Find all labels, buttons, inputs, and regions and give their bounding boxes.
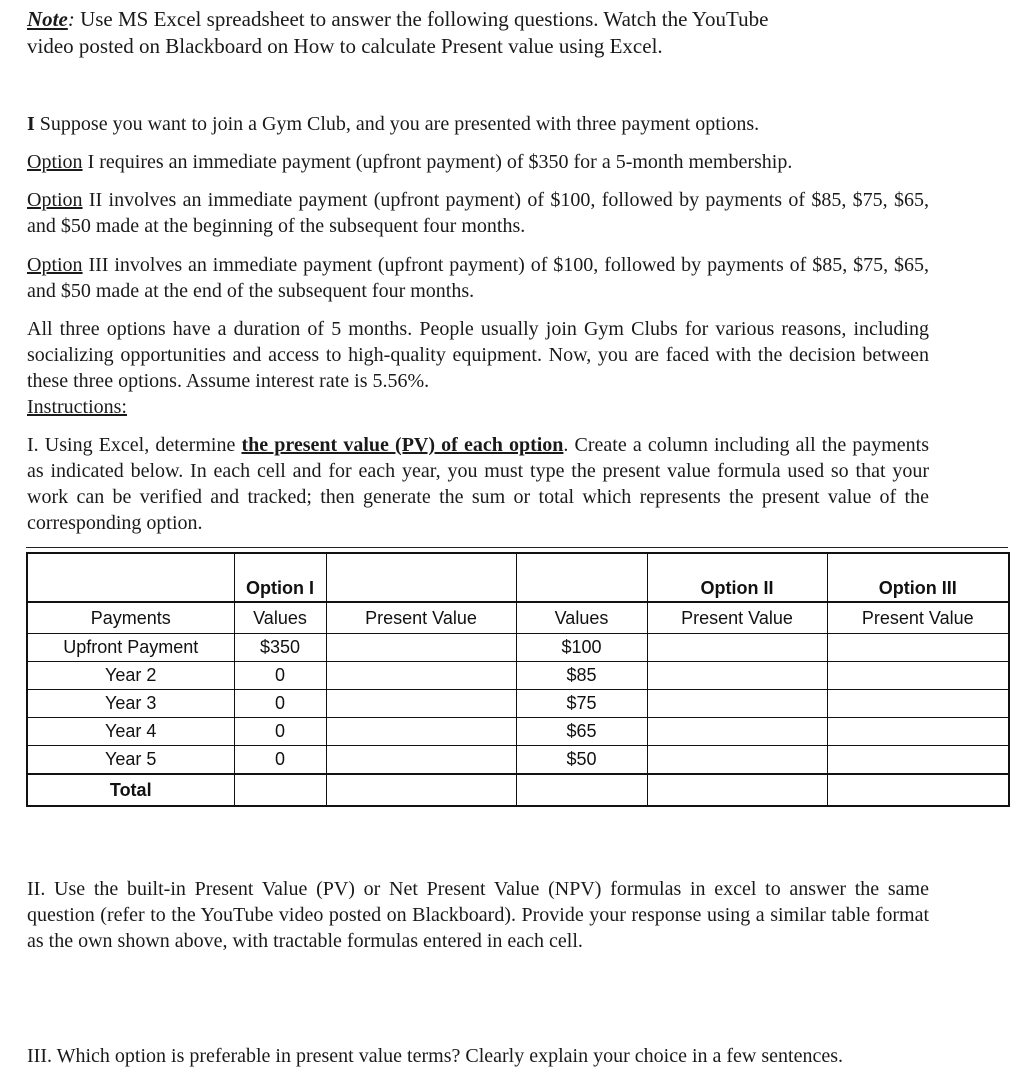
- total-option2-pv: [647, 774, 827, 806]
- option1-word: Option: [27, 151, 83, 173]
- table-total-row: [27, 774, 1009, 806]
- table-row: [27, 746, 1009, 775]
- option2-pv-cell: [647, 634, 827, 662]
- q1-after: . Create a column including all the payments as indicated below. In each cell and for each year, you must type the present value formula used so that your work can be verified and tracked; then generate the sum or total which represents the present value of the corresponding option.: [27, 434, 930, 534]
- header-empty-cell: [516, 553, 647, 602]
- question1-paragraph: [27, 432, 929, 536]
- option1-value: 0: [234, 746, 326, 775]
- table-row: [27, 634, 1009, 662]
- option2-value: $50: [516, 746, 647, 775]
- note-colon: :: [67, 7, 75, 31]
- instructions-label: [27, 394, 929, 420]
- total-option1-value: [234, 774, 326, 806]
- option2-pv-cell: [647, 662, 827, 690]
- note-paragraph: [27, 6, 987, 60]
- subheader-values-option1: Values: [234, 602, 326, 634]
- q3-text: III. Which option is preferable in present value terms? Clearly explain your choice in a few sentences.: [27, 1045, 843, 1067]
- intro-paragraph: [27, 111, 929, 137]
- option3-pv-cell: [827, 662, 1009, 690]
- option1-value: 0: [234, 718, 326, 746]
- option2-word: Option: [27, 189, 83, 211]
- row-label: Year 3: [27, 690, 234, 718]
- note-text-line1: Use MS Excel spreadsheet to answer the following questions. Watch the YouTube: [74, 7, 769, 31]
- option2-value: $65: [516, 718, 647, 746]
- option1-pv-cell: [326, 634, 516, 662]
- subheader-payments: Payments: [27, 602, 234, 634]
- option2-pv-cell: [647, 718, 827, 746]
- option3-text: III involves an immediate payment (upfront payment) of $100, followed by payments of $85, $75, $65, and $50 made at the end of the subsequent four months.: [27, 254, 929, 302]
- note-text-line2: video posted on Blackboard on How to calculate Present value using Excel.: [27, 34, 663, 58]
- option1-pv-cell: [326, 690, 516, 718]
- option3-pv-cell: [827, 634, 1009, 662]
- pv-table: [26, 552, 1010, 807]
- option3-word: Option: [27, 254, 83, 276]
- option1-value: 0: [234, 690, 326, 718]
- q1-before: I. Using Excel, determine: [27, 434, 242, 456]
- option2-pv-cell: [647, 690, 827, 718]
- subheader-values-option2: Values: [516, 602, 647, 634]
- option1-pv-cell: [326, 746, 516, 775]
- option1-text: I requires an immediate payment (upfront payment) of $350 for a 5-month membership.: [82, 151, 793, 173]
- context-paragraph: [27, 316, 929, 394]
- note-label: Note: [27, 7, 68, 31]
- option1-value: $350: [234, 634, 326, 662]
- context-text: All three options have a duration of 5 months. People usually join Gym Clubs for various reasons, including socializing opportunities and access to high-quality equipment. Now, you are faced with the decision between these three options. Assume interest rate is 5.56%.: [27, 318, 929, 392]
- option3-pv-cell: [827, 746, 1009, 775]
- option3-pv-cell: [827, 718, 1009, 746]
- option2-value: $85: [516, 662, 647, 690]
- total-option3-pv: [827, 774, 1009, 806]
- option2-paragraph: [27, 187, 929, 239]
- table-subheader-row: [27, 602, 1009, 634]
- total-option1-pv: [326, 774, 516, 806]
- option1-paragraph: [27, 149, 929, 175]
- option3-paragraph: [27, 252, 929, 304]
- instructions-label-text: Instructions:: [27, 396, 127, 418]
- table-header-row: [27, 553, 1009, 602]
- header-option2: Option II: [647, 553, 827, 602]
- table-row: [27, 662, 1009, 690]
- total-option2-value: [516, 774, 647, 806]
- row-label: Year 2: [27, 662, 234, 690]
- option1-pv-cell: [326, 662, 516, 690]
- q1-emphasis: the present value (PV) of each option: [241, 434, 564, 456]
- intro-text: Suppose you want to join a Gym Club, and you are presented with three payment options.: [34, 113, 760, 135]
- row-label: Year 5: [27, 746, 234, 775]
- header-option3: Option III: [827, 553, 1009, 602]
- header-option1: Option I: [234, 553, 326, 602]
- option2-pv-cell: [647, 746, 827, 775]
- row-label: Upfront Payment: [27, 634, 234, 662]
- header-empty-cell: [326, 553, 516, 602]
- option1-pv-cell: [326, 718, 516, 746]
- total-label: Total: [27, 774, 234, 806]
- question2-paragraph: [27, 876, 929, 954]
- table-row: [27, 718, 1009, 746]
- subheader-pv-option2: Present Value: [647, 602, 827, 634]
- q2-text: II. Use the built-in Present Value (PV) or Net Present Value (NPV) formulas in excel to answer the same question (refer to the YouTube video posted on Blackboard). Provide your response using a similar table format as the own shown above, with tractable formulas entered in each cell.: [27, 878, 929, 952]
- row-label: Year 4: [27, 718, 234, 746]
- divider-line: [26, 547, 1008, 548]
- question3-paragraph: [27, 1043, 987, 1069]
- option2-text: II involves an immediate payment (upfront payment) of $100, followed by payments of $85, $75, $65, and $50 made at the beginning of the subsequent four months.: [27, 189, 929, 237]
- intro-roman: I: [27, 113, 35, 135]
- option3-pv-cell: [827, 690, 1009, 718]
- option2-value: $75: [516, 690, 647, 718]
- option2-value: $100: [516, 634, 647, 662]
- table-row: [27, 690, 1009, 718]
- subheader-pv-option3: Present Value: [827, 602, 1009, 634]
- subheader-pv-option1: Present Value: [326, 602, 516, 634]
- header-empty-cell: [27, 553, 234, 602]
- option1-value: 0: [234, 662, 326, 690]
